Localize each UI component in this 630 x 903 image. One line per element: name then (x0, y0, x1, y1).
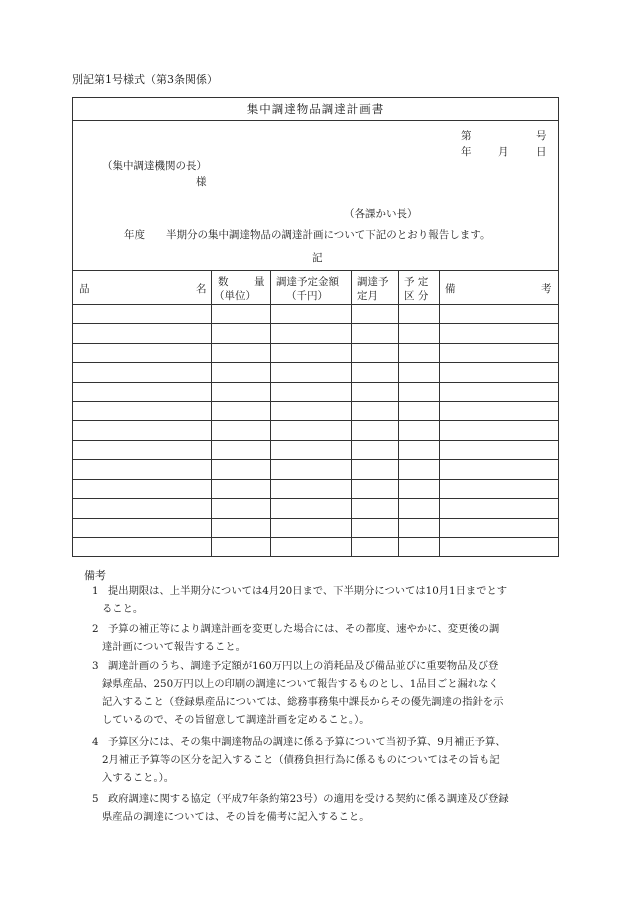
table-row-line (72, 518, 559, 519)
note-line: しているので、その旨留意して調達計画を定めること。）。 (102, 714, 370, 726)
table-row-line (72, 459, 559, 460)
notes-heading: 備考 (84, 569, 106, 582)
form-label: 別記第1号様式（第3条関係） (72, 73, 218, 86)
number-prefix: 第 (461, 130, 472, 142)
col-amount: 調達予定金額 (276, 276, 339, 288)
note-line: 政府調達に関する協定（平成7年条約第23号）の適用を受ける契約に係る調達及び登録 (108, 793, 509, 805)
note-line: 録県産品、250万円以上の印刷の調達について報告するものとし、1品目ごと漏れなく (102, 678, 499, 690)
note-line: 提出期限は、上半期分については4月20日まで、下半期分については10月1日までとす (108, 585, 508, 597)
table-row-line (72, 479, 559, 480)
note-line: ること。 (102, 603, 144, 615)
col-qty-unit: （単位） (214, 290, 256, 302)
col-month-b: 定月 (357, 290, 378, 302)
sender: （各課かい長） (344, 208, 418, 220)
col-item-b: 名 (196, 283, 207, 295)
note-line: 2月補正予算等の区分を記入すること（債務負担行為に係るものについてはその旨も記 (102, 754, 500, 766)
note-number: 1 (92, 585, 99, 597)
form-title: 集中調達物品調達計画書 (72, 97, 559, 121)
note-item (92, 657, 562, 729)
day-label: 日 (536, 146, 547, 158)
note-line: 県産品の調達については、その旨を備考に記入すること。 (102, 811, 370, 823)
table-row-line (72, 420, 559, 421)
col-budget-a: 予 定 (404, 276, 429, 288)
ki-label: 記 (312, 252, 323, 264)
note-item (92, 790, 562, 826)
col-remarks-a: 備 (445, 283, 456, 295)
col-qty-a: 数 (218, 276, 229, 288)
body-year: 年度 (124, 229, 145, 241)
note-line: 調達計画のうち、調達予定額が160万円以上の消耗品及び備品並びに重要物品及び登 (108, 660, 499, 672)
table-row-line (72, 304, 559, 305)
col-item-a: 品 (79, 283, 90, 295)
column-divider (439, 270, 440, 557)
note-line: 入すること。）。 (102, 772, 175, 784)
body-text: 半期分の集中調達物品の調達計画について下記のとおり報告します。 (166, 229, 491, 241)
note-number: 4 (92, 736, 99, 748)
addressee-honorific: 様 (196, 176, 207, 188)
note-item (92, 582, 562, 618)
note-line: 予算区分には、その集中調達物品の調達に係る予算について当初予算、9月補正予算、 (108, 736, 506, 748)
note-number: 3 (92, 660, 99, 672)
table-row-line (72, 382, 559, 383)
col-remarks-b: 考 (541, 283, 552, 295)
note-line: 予算の補正等により調達計画を変更した場合には、その都度、速やかに、変更後の調 (108, 623, 500, 635)
col-budget-b: 区 分 (404, 290, 429, 302)
table-row-line (72, 537, 559, 538)
col-amount-unit: （千円） (286, 290, 328, 302)
column-divider (351, 270, 352, 557)
year-label: 年 (461, 146, 472, 158)
note-number: 5 (92, 793, 99, 805)
column-divider (398, 270, 399, 557)
note-number: 2 (92, 623, 99, 635)
note-line: 記入すること（登録県産品については、総務事務集中課長からその優先調達の指針を示 (102, 696, 504, 708)
table-row-line (72, 362, 559, 363)
table-row-line (72, 498, 559, 499)
column-divider (270, 270, 271, 557)
table-row-line (72, 343, 559, 344)
table-row-line (72, 323, 559, 324)
column-divider (211, 270, 212, 557)
table-row-line (72, 401, 559, 402)
table-row-line (72, 440, 559, 441)
col-qty-b: 量 (254, 276, 265, 288)
note-item (92, 733, 562, 787)
addressee-org: （集中調達機関の長） (102, 160, 207, 172)
col-month-a: 調達予 (357, 276, 389, 288)
note-item (92, 620, 562, 656)
table-header-top-line (72, 270, 559, 271)
month-label: 月 (498, 146, 509, 158)
note-line: 達計画について報告すること。 (102, 641, 246, 653)
number-suffix: 号 (536, 130, 547, 142)
